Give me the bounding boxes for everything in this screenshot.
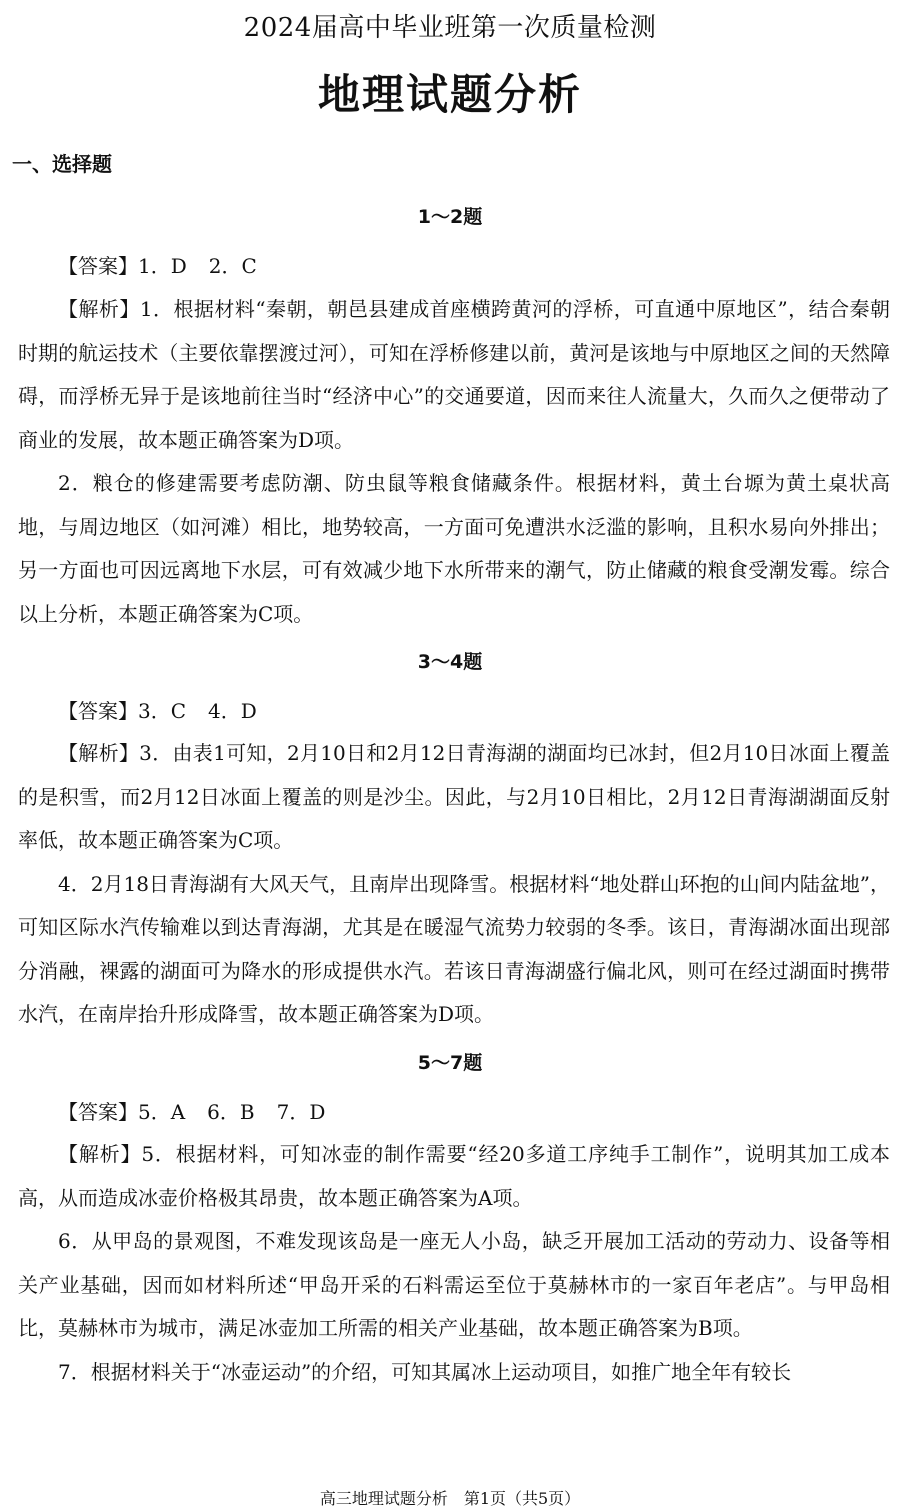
analysis-block xyxy=(18,1133,890,1394)
answer-item: 6．B xyxy=(207,1100,255,1124)
document-title: 地理试题分析 xyxy=(317,70,582,119)
answer-label: 【答案】 xyxy=(58,1100,138,1124)
question-group-heading: 3～4题 xyxy=(417,651,483,673)
answer-line xyxy=(58,1096,347,1128)
answer-item: 4．D xyxy=(208,699,257,723)
analysis-block xyxy=(18,288,890,636)
question-group-heading: 1～2题 xyxy=(417,206,483,228)
question-group-heading: 5～7题 xyxy=(417,1052,483,1074)
exam-title: 2024届高中毕业班第一次质量检测 xyxy=(243,13,657,43)
analysis-paragraph: 【解析】3．由表1可知，2月10日和2月12日青海湖的湖面均已冰封，但2月10日冰面上覆盖的是积雪，而2月12日冰面上覆盖的则是沙尘。因此，与2月10日相比，2月12日青海湖湖面反射率低，故本题正确答案为C项。 xyxy=(18,741,890,852)
analysis-block xyxy=(18,732,890,1037)
answer-label: 【答案】 xyxy=(58,254,138,278)
answer-item: 1．D xyxy=(138,254,187,278)
analysis-paragraph: 2．粮仓的修建需要考虑防潮、防虫鼠等粮食储藏条件。根据材料，黄土台塬为黄土桌状高地，与周边地区（如河滩）相比，地势较高，一方面可免遭洪水泛滥的影响，且积水易向外排出；另一方面也可因远离地下水层，可有效减少地下水所带来的潮气，防止储藏的粮食受潮发霉。综合以上分析，本题正确答案为C项。 xyxy=(18,471,890,626)
analysis-paragraph: 【解析】1．根据材料“秦朝，朝邑县建成首座横跨黄河的浮桥，可直通中原地区”，结合秦朝时期的航运技术（主要依靠摆渡过河），可知在浮桥修建以前，黄河是该地与中原地区之间的天然障碍，而浮桥无异于是该地前往当时“经济中心”的交通要道，因而来往人流量大，久而久之便带动了商业的发展，故本题正确答案为D项。 xyxy=(18,297,890,452)
analysis-paragraph: 6．从甲岛的景观图，不难发现该岛是一座无人小岛，缺乏开展加工活动的劳动力、设备等相关产业基础，因而如材料所述“甲岛开采的石料需运至位于莫赫林市的一家百年老店”。与甲岛相比，莫赫林市为城市，满足冰壶加工所需的相关产业基础，故本题正确答案为B项。 xyxy=(18,1229,890,1340)
analysis-paragraph: 7．根据材料关于“冰壶运动”的介绍，可知其属冰上运动项目，如推广地全年有较长 xyxy=(58,1359,792,1384)
answer-line xyxy=(58,695,279,727)
answer-item: 2．C xyxy=(208,254,257,278)
section-heading: 一、选择题 xyxy=(12,152,112,176)
page-footer: 高三地理试题分析 第1页（共5页） xyxy=(319,1489,581,1508)
analysis-paragraph: 【解析】5．根据材料，可知冰壶的制作需要“经20多道工序纯手工制作”，说明其加工成本高，从而造成冰壶价格极其昂贵，故本题正确答案为A项。 xyxy=(18,1142,890,1210)
analysis-paragraph: 4．2月18日青海湖有大风天气，且南岸出现降雪。根据材料“地处群山环抱的山间内陆盆地”，可知区际水汽传输难以到达青海湖，尤其是在暖湿气流势力较弱的冬季。该日，青海湖冰面出现部分消融，裸露的湖面可为降水的形成提供水汽。若该日青海湖盛行偏北风，则可在经过湖面时携带水汽，在南岸抬升形成降雪，故本题正确答案为D项。 xyxy=(18,871,890,1026)
answer-item: 5．A xyxy=(138,1100,186,1124)
answer-label: 【答案】 xyxy=(58,699,138,723)
answer-item: 7．D xyxy=(276,1100,326,1124)
answer-line xyxy=(58,250,279,282)
answer-item: 3．C xyxy=(138,699,187,723)
